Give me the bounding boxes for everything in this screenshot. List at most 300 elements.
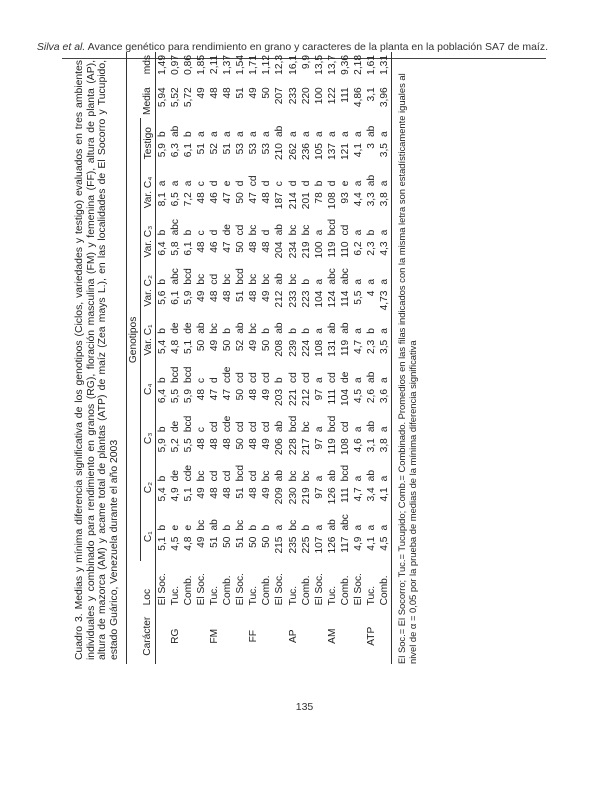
significance-letter-cell: de — [169, 470, 181, 482]
caracter-cell — [352, 608, 365, 664]
significance-letter-cell: abc — [169, 268, 181, 285]
value-cell: 111 — [339, 487, 351, 503]
significance-letter-cell: a — [182, 180, 194, 187]
significance-letter-cell: e — [222, 180, 234, 187]
loc-cell: El Soc. — [274, 573, 286, 606]
significance-letter-cell: cd — [300, 372, 312, 383]
table-row — [352, 52, 365, 664]
value-cell: 5,1 — [182, 487, 194, 502]
value-cell: 49 — [261, 290, 273, 302]
value-cell: 49 — [261, 487, 273, 499]
table-row — [273, 52, 286, 664]
significance-letter-cell: de — [339, 371, 351, 383]
significance-letter-cell: a — [378, 463, 392, 484]
significance-letter-cell: bcd — [287, 415, 299, 433]
significance-letter-cell: d — [208, 229, 220, 236]
mds-cell: 13,7 — [326, 55, 338, 75]
value-cell: 228 — [287, 438, 299, 456]
caracter-header-blank — [127, 608, 141, 664]
value-cell: 6,3 — [169, 143, 181, 158]
value-cell: 52 — [235, 339, 247, 352]
value-cell: 47 — [222, 241, 234, 253]
genotipos-header: Genotipos — [127, 119, 141, 562]
value-cell: 219 — [300, 241, 312, 259]
results-table — [126, 52, 392, 664]
value-cell: 107 — [313, 536, 325, 554]
value-cell: 108 — [339, 438, 351, 456]
significance-letter-cell: b — [156, 328, 168, 334]
value-cell: 50 — [235, 241, 247, 253]
value-cell: 2,6 — [366, 388, 378, 404]
value-cell: 97 — [313, 438, 325, 450]
value-cell: 3 — [366, 143, 378, 149]
significance-letter-cell: ab — [274, 420, 286, 433]
table-row — [247, 52, 260, 664]
loc-cell: El Soc. — [195, 573, 207, 606]
value-cell: 5,5 — [182, 438, 194, 453]
significance-letter-cell: a — [378, 414, 392, 435]
value-cell: 4,8 — [169, 339, 181, 354]
value-cell: 48 — [195, 388, 207, 401]
value-cell: 51 — [195, 143, 207, 155]
value-cell: 50 — [195, 339, 207, 352]
value-cell: 50 — [235, 438, 247, 450]
media-cell: 48 — [222, 87, 234, 99]
media-cell: 51 — [235, 87, 247, 99]
value-cell: 49 — [195, 487, 207, 499]
significance-letter-cell: b — [366, 328, 378, 334]
value-cell: 5,5 — [353, 290, 365, 305]
mds-cell: 1,37 — [222, 55, 234, 75]
loc-cell: Tuc. — [169, 585, 181, 606]
significance-letter-cell: bc — [208, 323, 220, 334]
significance-letter-cell: abc — [339, 514, 351, 531]
mds-cell: 1,31 — [378, 52, 392, 84]
significance-letter-cell: ab — [366, 470, 378, 482]
significance-letter-cell: bc — [248, 323, 260, 334]
value-cell: 4,1 — [353, 143, 365, 158]
significance-letter-cell: bcd — [326, 218, 338, 236]
value-cell: 105 — [313, 143, 325, 161]
running-header-title: Avance genético para rendimiento en grano y caracteres de la planta en la población SA7 de maíz. — [85, 41, 548, 53]
significance-letter-cell: a — [378, 315, 392, 336]
significance-letter-cell: bc — [195, 519, 207, 531]
value-cell: 47 — [222, 192, 234, 204]
significance-letter-cell: bcd — [182, 415, 194, 433]
value-cell: 4,5 — [169, 536, 181, 551]
value-cell: 3,8 — [378, 435, 392, 463]
significance-letter-cell: e — [169, 524, 181, 531]
caracter-cell: FF — [248, 629, 260, 643]
value-cell: 49 — [208, 339, 220, 352]
value-cell: 53 — [248, 143, 260, 155]
media-cell: 233 — [287, 87, 299, 105]
value-cell: 233 — [287, 290, 299, 308]
significance-letter-cell: a — [378, 365, 392, 386]
value-cell: 214 — [287, 192, 299, 210]
value-cell: 210 — [274, 143, 286, 161]
value-cell: 117 — [339, 536, 351, 553]
significance-letter-cell: d — [287, 180, 299, 187]
value-cell: 110 — [339, 241, 351, 258]
value-cell: 236 — [300, 143, 312, 161]
value-cell: 4,1 — [366, 536, 378, 551]
significance-letter-cell: de — [169, 420, 181, 433]
significance-letter-cell: a — [353, 524, 365, 531]
value-cell: 48 — [261, 192, 273, 204]
mds-cell: 1,49 — [156, 55, 168, 75]
value-cell: 97 — [313, 388, 325, 401]
value-cell: 4,6 — [353, 438, 365, 453]
value-cell: 215 — [274, 536, 286, 554]
value-cell: 4,7 — [353, 339, 365, 354]
significance-letter-cell: b — [156, 131, 168, 138]
significance-letter-cell: b — [287, 328, 299, 334]
table-row — [221, 52, 234, 664]
significance-letter-cell: cd — [235, 421, 247, 433]
significance-letter-cell: c — [195, 427, 207, 433]
significance-letter-cell: b — [156, 524, 168, 531]
table-row — [326, 52, 339, 664]
media-cell: 5,52 — [169, 87, 181, 108]
rotated-table-block — [74, 44, 544, 664]
caracter-cell — [234, 608, 247, 664]
loc-cell: Comb. — [261, 575, 273, 606]
table-row — [260, 52, 273, 664]
significance-letter-cell: a — [235, 131, 247, 138]
column-header: Media — [141, 84, 155, 118]
significance-letter-cell: b — [300, 524, 312, 531]
value-cell: 48 — [208, 487, 220, 499]
value-cell: 3,8 — [378, 189, 392, 217]
significance-letter-cell: bc — [248, 224, 260, 236]
significance-letter-cell: bc — [287, 273, 299, 285]
mds-cell: 2,11 — [208, 55, 220, 75]
significance-letter-cell: d — [208, 377, 220, 383]
significance-letter-cell: a — [353, 229, 365, 236]
value-cell: 126 — [326, 536, 338, 554]
media-cell: 100 — [313, 87, 325, 105]
value-cell: 49 — [261, 438, 273, 450]
value-cell: 4,5 — [353, 388, 365, 404]
value-cell: 219 — [300, 487, 312, 505]
significance-letter-cell: d — [261, 229, 273, 236]
significance-letter-cell: ab — [235, 322, 247, 334]
significance-letter-cell: b — [156, 475, 168, 482]
table-row — [155, 52, 169, 664]
significance-letter-cell: ab — [169, 125, 181, 138]
value-cell: 49 — [261, 388, 273, 401]
significance-letter-cell: a — [313, 131, 325, 138]
value-cell: 48 — [222, 487, 234, 499]
significance-letter-cell: b — [274, 377, 286, 383]
significance-letter-cell: c — [195, 230, 207, 236]
value-cell: 187 — [274, 192, 286, 210]
value-cell: 119 — [326, 241, 338, 258]
value-cell: 49 — [248, 339, 260, 352]
media-cell: 111 — [339, 87, 351, 103]
significance-letter-cell: bc — [248, 273, 260, 285]
mds-cell: 13,5 — [313, 55, 325, 75]
significance-letter-cell: de — [222, 224, 234, 236]
significance-letter-cell: a — [208, 131, 220, 138]
value-cell: 5,8 — [169, 241, 181, 256]
value-cell: 4,73 — [378, 288, 392, 316]
significance-letter-cell: bc — [195, 273, 207, 285]
significance-letter-cell: a — [313, 475, 325, 482]
significance-letter-cell: cd — [248, 470, 260, 482]
value-cell: 204 — [274, 241, 286, 259]
significance-letter-cell: a — [353, 377, 365, 383]
significance-letter-cell: a — [339, 131, 351, 138]
significance-letter-cell: a — [274, 524, 286, 531]
table-row — [313, 52, 326, 664]
mds-cell: 1,85 — [195, 55, 207, 75]
column-header: Var. C₁ — [141, 315, 155, 364]
significance-letter-cell: a — [222, 131, 234, 138]
caracter-cell: AP — [287, 629, 299, 643]
value-cell: 93 — [339, 192, 351, 204]
value-cell: 2,3 — [366, 241, 378, 256]
significance-letter-cell: a — [378, 119, 392, 141]
value-cell: 49 — [195, 290, 207, 302]
significance-letter-cell: ab — [339, 322, 351, 334]
value-cell: 48 — [208, 438, 220, 450]
value-cell: 47 — [208, 388, 220, 401]
significance-letter-cell: a — [353, 475, 365, 482]
value-cell: 126 — [326, 487, 338, 505]
value-cell: 47 — [222, 388, 234, 401]
significance-letter-cell: ab — [326, 322, 338, 334]
value-cell: 48 — [195, 241, 207, 253]
value-cell: 224 — [300, 339, 312, 357]
value-cell: 52 — [208, 143, 220, 155]
significance-letter-cell: a — [378, 266, 392, 287]
significance-letter-cell: abc — [339, 268, 351, 285]
significance-letter-cell: b — [248, 524, 260, 531]
significance-letter-cell: bc — [300, 470, 312, 482]
significance-letter-cell: bcd — [169, 366, 181, 383]
significance-letter-cell: a — [353, 328, 365, 334]
significance-letter-cell: cde — [222, 415, 234, 433]
significance-letter-cell: cd — [339, 224, 351, 236]
significance-letter-cell: bc — [287, 519, 299, 531]
mds-cell: 9,36 — [339, 55, 351, 75]
value-cell: 48 — [222, 438, 234, 450]
significance-letter-cell: bcd — [339, 464, 351, 482]
significance-letter-cell: ab — [326, 470, 338, 482]
significance-letter-cell: b — [222, 524, 234, 531]
value-cell: 5,9 — [182, 290, 194, 305]
significance-letter-cell: b — [261, 328, 273, 334]
caracter-cell — [339, 608, 352, 664]
value-cell: 48 — [195, 438, 207, 450]
value-cell: 46 — [208, 192, 220, 204]
significance-letter-cell: a — [366, 524, 378, 531]
value-cell: 5,9 — [182, 388, 194, 404]
column-header: Var. C₃ — [141, 217, 155, 266]
value-cell: 114 — [339, 290, 351, 307]
value-cell: 5,9 — [156, 438, 168, 453]
mds-cell: 0,86 — [182, 55, 194, 75]
media-cell: 5,72 — [182, 87, 194, 108]
caracter-cell: ATP — [366, 626, 378, 646]
significance-letter-cell: d — [300, 180, 312, 187]
significance-letter-cell: abc — [326, 268, 338, 285]
loc-header-blank — [127, 561, 141, 608]
value-cell: 6,2 — [353, 241, 365, 256]
value-cell: 3,4 — [366, 487, 378, 502]
significance-letter-cell: e — [182, 524, 194, 531]
media-cell: 49 — [195, 87, 207, 99]
significance-letter-cell: b — [156, 426, 168, 433]
value-cell: 78 — [313, 192, 325, 204]
caracter-cell — [155, 608, 169, 664]
value-cell: 50 — [235, 388, 247, 401]
value-cell: 121 — [339, 143, 351, 161]
mds-cell: 12,3 — [274, 55, 286, 75]
value-cell: 5,4 — [156, 487, 168, 502]
significance-letter-cell: cd — [208, 421, 220, 433]
caracter-cell — [313, 608, 326, 664]
value-cell: 239 — [287, 339, 299, 357]
value-cell: 6,5 — [169, 192, 181, 207]
caracter-cell: AM — [326, 628, 338, 644]
value-cell: 8,1 — [156, 192, 168, 207]
significance-letter-cell: a — [366, 278, 378, 285]
significance-letter-cell: cd — [287, 372, 299, 383]
significance-letter-cell: a — [313, 278, 325, 285]
significance-letter-cell: d — [208, 180, 220, 187]
significance-letter-cell: d — [235, 180, 247, 187]
significance-letter-cell: c — [195, 181, 207, 187]
significance-letter-cell: a — [248, 131, 260, 138]
significance-letter-cell: bc — [195, 470, 207, 482]
significance-letter-cell: bcd — [182, 268, 194, 285]
significance-letter-cell: ab — [274, 125, 286, 138]
significance-letter-cell: b — [182, 131, 194, 138]
value-cell: 2,3 — [366, 339, 378, 354]
value-cell: 208 — [274, 339, 286, 357]
value-cell: 4,4 — [353, 192, 365, 207]
significance-letter-cell: bc — [222, 273, 234, 285]
value-cell: 119 — [339, 339, 351, 357]
value-cell: 5,4 — [156, 339, 168, 354]
caracter-cell — [195, 608, 208, 664]
significance-letter-cell: de — [182, 322, 194, 334]
column-header: C₃ — [141, 414, 155, 463]
media-cell: 207 — [274, 87, 286, 105]
significance-letter-cell: cd — [248, 372, 260, 383]
value-cell: 50 — [261, 536, 273, 548]
value-cell: 7,2 — [182, 192, 194, 207]
mds-header-blank — [127, 52, 141, 84]
value-cell: 5,1 — [156, 536, 168, 551]
significance-letter-cell: a — [353, 131, 365, 138]
loc-cell: Comb. — [378, 561, 392, 608]
significance-letter-cell: ab — [366, 125, 378, 138]
significance-letter-cell: cd — [248, 175, 260, 187]
value-cell: 48 — [248, 438, 260, 450]
significance-letter-cell: cde — [182, 464, 194, 482]
significance-letter-cell: c — [274, 181, 286, 187]
value-cell: 131 — [326, 339, 338, 357]
significance-letter-cell: bc — [287, 470, 299, 482]
significance-letter-cell: cd — [248, 421, 260, 433]
mds-cell: 9,9 — [300, 55, 312, 70]
mds-cell: 1,54 — [235, 55, 247, 75]
significance-letter-cell: ab — [274, 273, 286, 285]
caracter-header: Carácter — [141, 608, 155, 664]
significance-letter-cell: b — [313, 180, 325, 187]
value-cell: 5,9 — [156, 143, 168, 158]
media-cell: 4,86 — [353, 87, 365, 108]
significance-letter-cell: a — [300, 131, 312, 138]
value-cell: 53 — [235, 143, 247, 155]
significance-letter-cell: bc — [261, 470, 273, 482]
significance-letter-cell: bcd — [326, 415, 338, 433]
value-cell: 50 — [222, 339, 234, 352]
significance-letter-cell: d — [261, 180, 273, 187]
column-header: mds — [141, 52, 155, 84]
caracter-cell — [273, 608, 286, 664]
value-cell: 4,1 — [378, 484, 392, 512]
significance-letter-cell: a — [326, 131, 338, 138]
significance-letter-cell: cde — [222, 366, 234, 383]
significance-letter-cell: a — [378, 217, 392, 238]
loc-cell: El Soc. — [353, 573, 365, 606]
value-cell: 5,2 — [169, 438, 181, 453]
significance-letter-cell: bc — [287, 224, 299, 236]
significance-letter-cell: a — [313, 426, 325, 433]
loc-cell: Tuc. — [208, 585, 220, 606]
significance-letter-cell: b — [222, 328, 234, 334]
value-cell: 97 — [313, 487, 325, 499]
significance-letter-cell: b — [156, 229, 168, 236]
table-row — [300, 52, 313, 664]
value-cell: 203 — [274, 388, 286, 406]
significance-letter-cell: ab — [274, 470, 286, 482]
value-cell: 235 — [287, 536, 299, 554]
mds-cell: 0,97 — [169, 55, 181, 75]
significance-letter-cell: b — [156, 278, 168, 285]
value-cell: 108 — [326, 192, 338, 210]
value-cell: 119 — [326, 438, 338, 455]
value-cell: 223 — [300, 290, 312, 308]
value-cell: 111 — [326, 388, 338, 405]
loc-cell: Comb. — [300, 575, 312, 606]
value-cell: 206 — [274, 438, 286, 456]
significance-letter-cell: bc — [261, 273, 273, 285]
mds-cell: 1,12 — [261, 55, 273, 75]
media-cell: 50 — [261, 87, 273, 99]
value-cell: 48 — [261, 241, 273, 253]
significance-letter-cell: bcd — [235, 268, 247, 285]
loc-cell: Tuc. — [287, 585, 299, 606]
significance-letter-cell: ab — [366, 420, 378, 433]
value-cell: 51 — [222, 143, 234, 155]
significance-letter-cell: b — [261, 524, 273, 531]
loc-cell: Tuc. — [366, 585, 378, 606]
significance-letter-cell: b — [156, 377, 168, 383]
value-cell: 217 — [300, 438, 312, 456]
value-cell: 48 — [248, 487, 260, 499]
significance-letter-cell: ab — [366, 371, 378, 383]
value-cell: 3,1 — [366, 438, 378, 453]
significance-letter-cell: a — [313, 229, 325, 236]
significance-letter-cell: cd — [326, 372, 338, 383]
loc-header: Loc — [141, 561, 155, 608]
